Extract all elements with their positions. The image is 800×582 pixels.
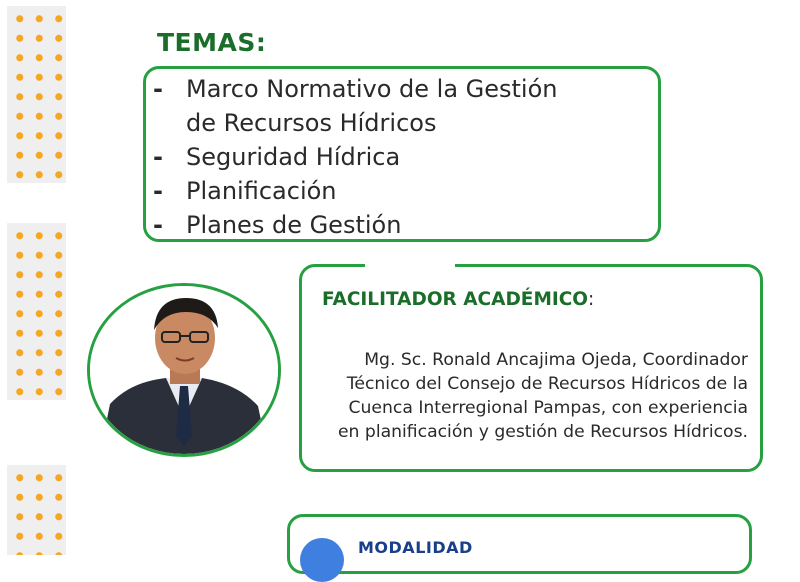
modalidad-box [287, 514, 752, 574]
modalidad-label: MODALIDAD [358, 538, 473, 557]
facilitador-title-colon: : [588, 289, 595, 310]
temas-list [153, 72, 558, 242]
tema-text-continued: de Recursos Hídricos [186, 109, 437, 137]
list-item [153, 140, 558, 174]
dash-bullet: - [153, 75, 163, 103]
tema-text: Marco Normativo de la Gestión [186, 75, 558, 103]
facilitador-box-gap [365, 261, 455, 271]
facilitador-title [322, 289, 594, 310]
dot-pattern-middle [7, 223, 66, 400]
facilitator-photo [87, 283, 281, 457]
list-item [153, 208, 558, 242]
modality-icon [300, 538, 344, 582]
dash-bullet: - [153, 177, 163, 205]
facilitador-title-text: FACILITADOR ACADÉMICO [322, 289, 589, 310]
dot-pattern-top [7, 6, 66, 183]
temas-title: TEMAS: [157, 28, 267, 57]
tema-text: Planificación [186, 177, 337, 205]
description-line: en planificación y gestión de Recursos Hídricos. [337, 422, 748, 442]
dot-pattern-bottom [7, 465, 66, 555]
description-line: Mg. Sc. Ronald Ancajima Ojeda, Coordinador [364, 350, 748, 370]
dash-bullet: - [153, 211, 163, 239]
tema-text: Seguridad Hídrica [186, 143, 401, 171]
description-line: Técnico del Consejo de Recursos Hídricos de la [346, 374, 748, 394]
list-item [153, 72, 558, 140]
facilitator-portrait-icon [90, 286, 278, 454]
facilitador-description [316, 348, 748, 444]
description-line: Cuenca Interregional Pampas, con experiencia [348, 398, 748, 418]
list-item [153, 174, 558, 208]
tema-text: Planes de Gestión [186, 211, 402, 239]
dash-bullet: - [153, 143, 163, 171]
